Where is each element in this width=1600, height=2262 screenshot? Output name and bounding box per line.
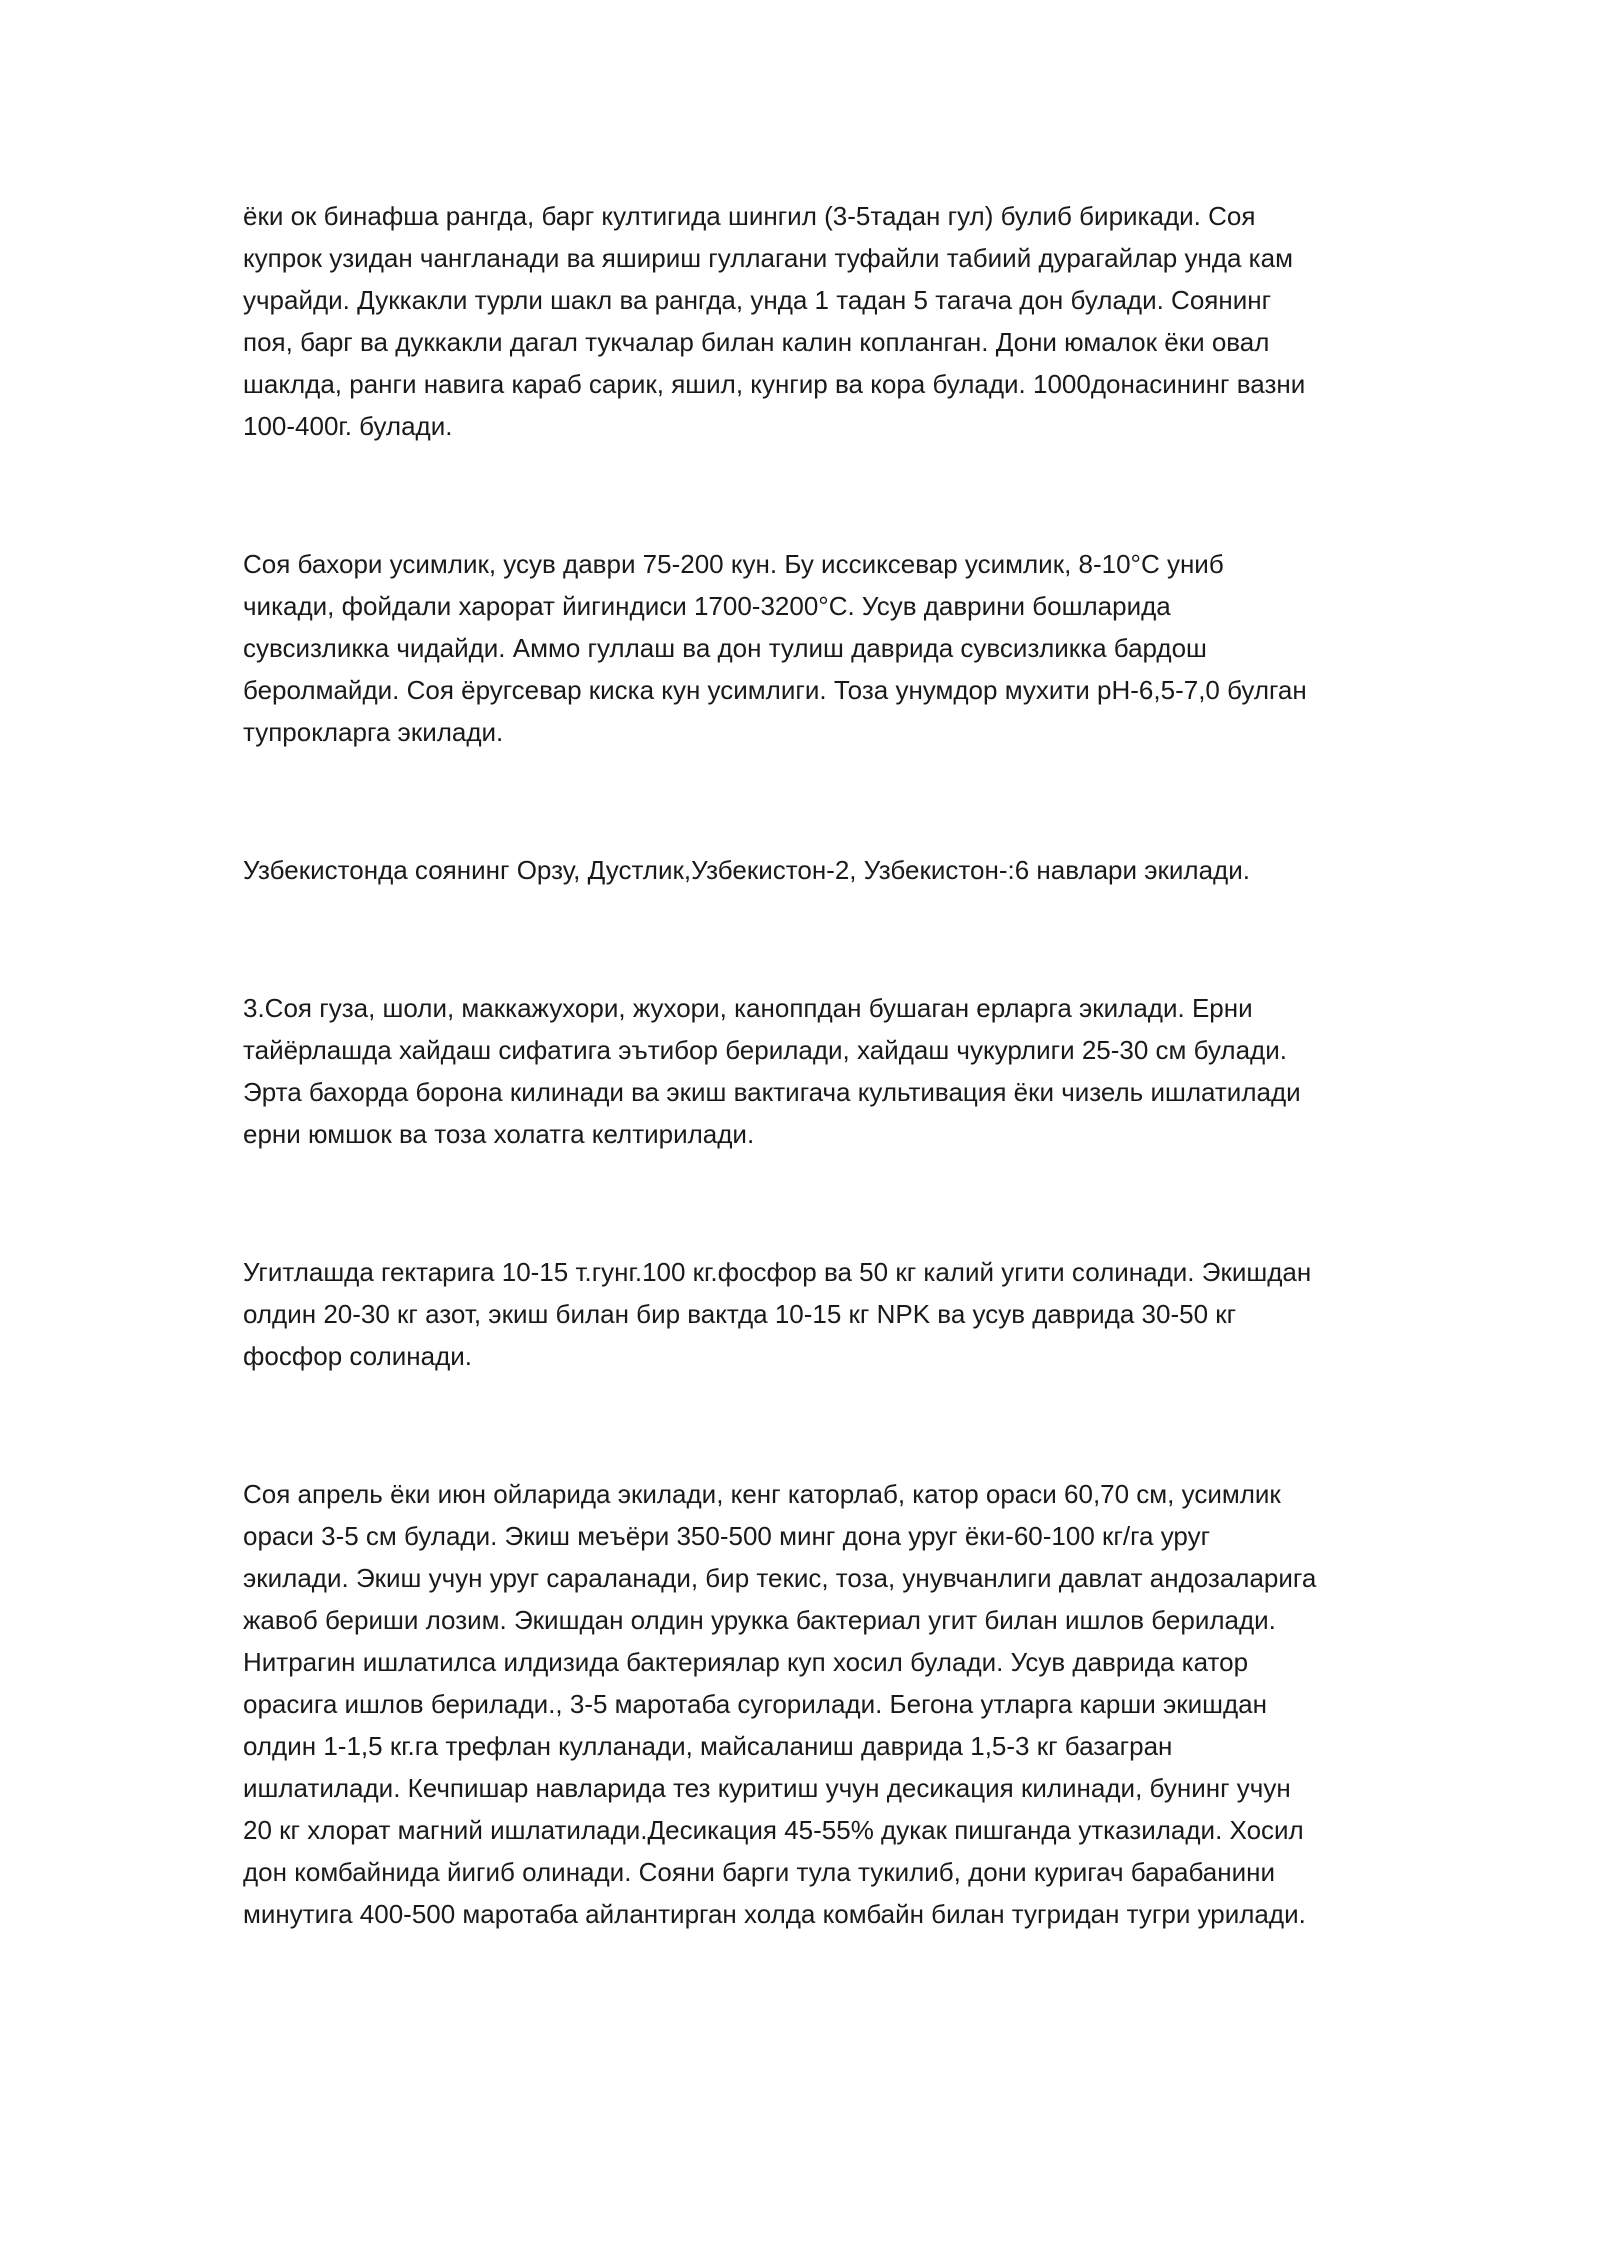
paragraph-gap bbox=[243, 891, 1373, 987]
paragraph-soy-flower-description: ёки ок бинафша рангда, барг култигида шингил (3-5тадан гул) булиб бирикади. Соя купрок узидан чангланади ва яшириш гуллагани туфайли табиий дурагайлар унда кам учрайди. Дуккакли турли шакл ва рангда, унда 1 тадан 5 тагача дон булади. Соянинг поя, барг ва дуккакли дагал тукчалар билан калин копланган. Дони юмалок ёки овал шаклда, ранги навига караб сарик, яшил, кунгир ва кора булади. 1000донасининг вазни 100-400г. булади. bbox=[243, 201, 1306, 441]
paragraph-gap bbox=[243, 1377, 1373, 1473]
paragraph-fertilization: Угитлашда гектарига 10-15 т.гунг.100 кг.фосфор ва 50 кг калий угити солинади. Экишдан олдин 20-30 кг азот, экиш билан бир вактда 10-15 кг NPK ва усув даврида 30-50 кг фосфор солинади. bbox=[243, 1257, 1312, 1371]
paragraph-soy-growth-conditions: Соя бахори усимлик, усув даври 75-200 кун. Бу иссиксевар усимлик, 8-10°С униб чикади, фойдали харорат йигиндиси 1700-3200°С. Усув даврини бошларида сувсизликка чидайди. Аммо гуллаш ва дон тулиш даврида сувсизликка бардош беролмайди. Соя ёругсевар киска кун усимлиги. Тоза унумдор мухити рН-6,5-7,0 булган тупрокларга экилади. bbox=[243, 549, 1307, 747]
paragraph-gap bbox=[243, 1155, 1373, 1251]
document-body bbox=[243, 195, 1373, 1935]
paragraph-soil-preparation: 3.Соя гуза, шоли, маккажухори, жухори, каноппдан бушаган ерларга экилади. Ерни тайёрлашда хайдаш сифатига эътибор берилади, хайдаш чукурлиги 25-30 см булади. Эрта бахорда борона килинади ва экиш вактигача культивация ёки чизель ишлатилади ерни юмшок ва тоза холатга келтирилади. bbox=[243, 993, 1301, 1149]
paragraph-gap bbox=[243, 753, 1373, 849]
paragraph-sowing-and-harvest: Соя апрель ёки июн ойларида экилади, кенг каторлаб, катор ораси 60,70 см, усимлик ораси 3-5 см булади. Экиш меъёри 350-500 минг дона уруг ёки-60-100 кг/га уруг экилади. Экиш учун уруг сараланади, бир текис, тоза, унувчанлиги давлат андозаларига жавоб бериши лозим. Экишдан олдин урукка бактериал угит билан ишлов берилади. Нитрагин ишлатилса илдизида бактериялар куп хосил булади. Усув даврида катор орасига ишлов берилади., 3-5 маротаба сугорилади. Бегона утларга карши экишдан олдин 1-1,5 кг.га трефлан кулланади, майсаланиш даврида 1,5-3 кг базагран ишлатилади. Кечпишар навларида тез куритиш учун десикация килинади, бунинг учун 20 кг хлорат магний ишлатилади.Десикация 45-55% дукак пишганда утказилади. Хосил дон комбайнида йигиб олинади. Сояни барги тула тукилиб, дони куригач барабанини минутига 400-500 маротаба айлантирган холда комбайн билан тугридан тугри урилади. bbox=[243, 1479, 1317, 1929]
paragraph-soy-varieties: Узбекистонда соянинг Орзу, Дустлик,Узбекистон-2, Узбекистон-:6 навлари экилади. bbox=[243, 855, 1250, 885]
paragraph-gap bbox=[243, 447, 1373, 543]
